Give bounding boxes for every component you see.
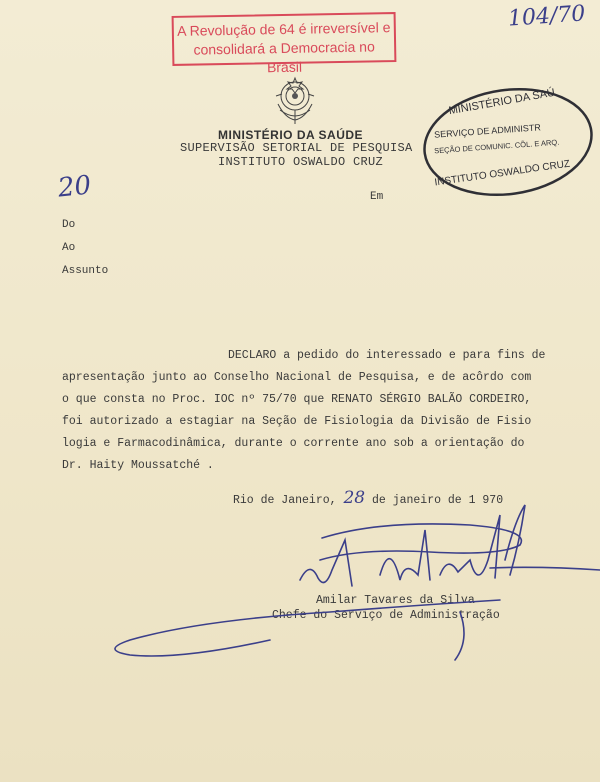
- field-do: Do: [62, 219, 76, 231]
- signatory-title: Chefe do Serviço de Administração: [272, 609, 500, 622]
- revolution-stamp: [172, 12, 397, 76]
- stamp-line-1: A Revolução de 64 é irreversível e: [177, 19, 391, 39]
- stamp-line-2: consolidará a Democracia no Brasil: [193, 38, 375, 76]
- oval-stamp-bottom: INSTITUTO OSWALDO CRUZ: [433, 158, 571, 189]
- field-assunto: Assunto: [62, 265, 109, 277]
- ministry-title: MINISTÉRIO DA SAÚDE: [218, 128, 364, 142]
- supervision-title: SUPERVISÃO SETORIAL DE PESQUISA: [180, 141, 413, 155]
- date-prefix: Rio de Janeiro,: [233, 494, 337, 507]
- body-line: Dr. Haity Moussatché .: [62, 459, 214, 472]
- institute-title: INSTITUTO OSWALDO CRUZ: [218, 155, 384, 169]
- body-line: foi autorizado a estagiar na Seção de Fisiologia da Divisão de Fisio: [62, 415, 532, 428]
- oval-stamp-line-1: SERVIÇO DE ADMINISTR: [433, 122, 542, 140]
- date-day: 28: [343, 488, 366, 508]
- date-line: [233, 488, 503, 508]
- body-line: o que consta no Proc. IOC nº 75/70 que RENATO SÉRGIO BALÃO CORDEIRO,: [62, 393, 532, 406]
- field-ao: Ao: [62, 242, 76, 254]
- oval-stamp-top: MINISTÉRIO DA SAÚ: [447, 86, 556, 118]
- field-em: Em: [370, 191, 384, 203]
- handwritten-number: 104/70: [507, 1, 587, 32]
- date-suffix: de janeiro de 1 970: [371, 494, 504, 507]
- signatory-name: Amilar Tavares da Silva: [316, 594, 475, 607]
- body-line: DECLARO a pedido do interessado e para fins de: [228, 349, 546, 362]
- coat-of-arms-icon: [270, 74, 320, 126]
- oval-stamp: [420, 84, 596, 200]
- oval-stamp-line-2: SEÇÃO DE COMUNIC. CÕL. E ARQ.: [433, 137, 560, 156]
- handwritten-reference: 20: [56, 170, 93, 204]
- body-line: logia e Farmacodinâmica, durante o corrente ano sob a orientação do: [62, 437, 525, 450]
- body-line: apresentação junto ao Conselho Nacional de Pesquisa, e de acôrdo com: [62, 371, 532, 384]
